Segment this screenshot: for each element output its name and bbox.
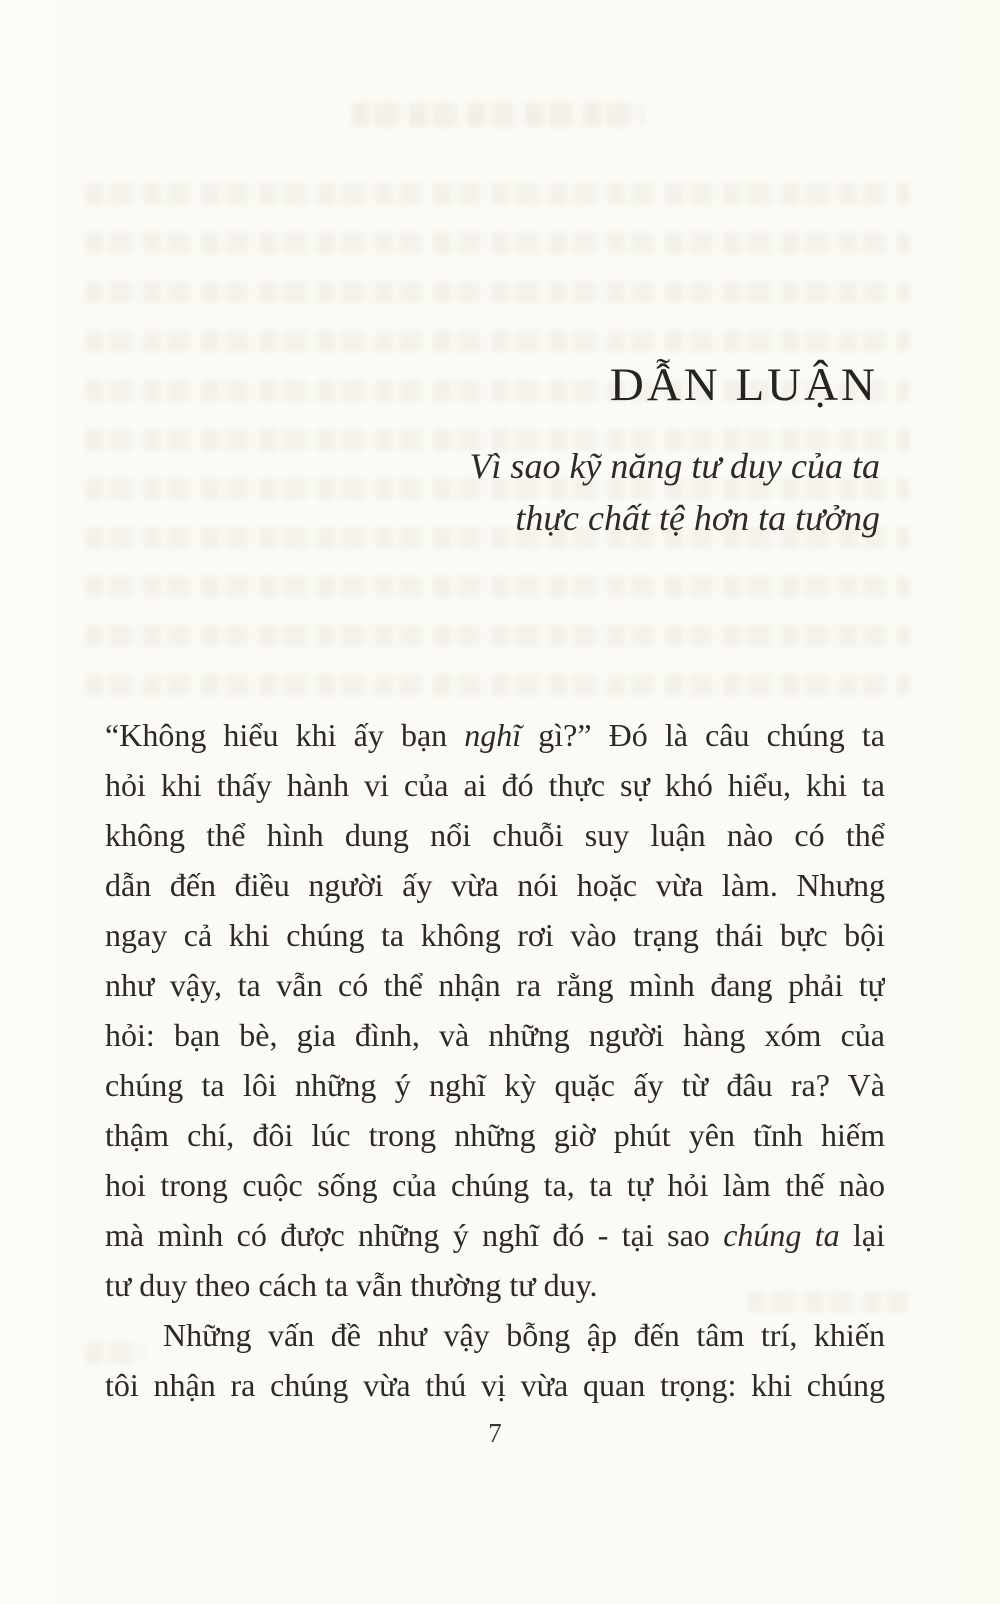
body-line: mà mình có được những ý nghĩ đó - tại sao chúng ta lại [105,1217,885,1253]
page-number: 7 [488,1418,502,1448]
ghost-text-line [86,183,910,205]
ghost-running-head [352,103,644,127]
body-line: như vậy, ta vẫn có thể nhận ra rằng mình đang phải tự [105,967,885,1003]
body-line: hỏi khi thấy hành vi của ai đó thực sự khó hiểu, khi ta [105,767,885,803]
body-line: dẫn đến điều người ấy vừa nói hoặc vừa làm. Nhưng [105,867,885,903]
body-text [105,710,885,1410]
body-line: “Không hiểu khi ấy bạn nghĩ gì?” Đó là câu chúng ta [105,717,885,753]
chapter-subtitle-line2: thực chất tệ hơn ta tưởng [515,498,880,538]
body-line: hoi trong cuộc sống của chúng ta, ta tự hỏi làm thế nào [105,1167,885,1203]
chapter-subtitle-line1: Vì sao kỹ năng tư duy của ta [469,446,880,486]
body-line: hỏi: bạn bè, gia đình, và những người hàng xóm của [105,1017,885,1053]
ghost-text-line [86,281,910,303]
body-line: tư duy theo cách ta vẫn thường tư duy. [105,1267,598,1303]
ghost-text-line [86,674,910,696]
ghost-text-line [86,576,910,598]
chapter-title: DẪN LUẬN [609,359,878,411]
body-line: chúng ta lôi những ý nghĩ kỳ quặc ấy từ đâu ra? Và [105,1067,885,1103]
ghost-text-line [86,232,910,254]
body-line: Những vấn đề như vậy bỗng ập đến tâm trí, khiến [163,1317,885,1353]
chapter-subtitle [469,440,880,544]
body-line: thậm chí, đôi lúc trong những giờ phút yên tĩnh hiếm [105,1117,885,1153]
body-line: ngay cả khi chúng ta không rơi vào trạng thái bực bội [105,917,885,953]
ghost-text-line [86,330,910,352]
body-line: không thể hình dung nổi chuỗi suy luận nào có thể [105,817,885,853]
body-line: tôi nhận ra chúng vừa thú vị vừa quan trọng: khi chúng [105,1367,885,1403]
ghost-text-line [86,625,910,647]
